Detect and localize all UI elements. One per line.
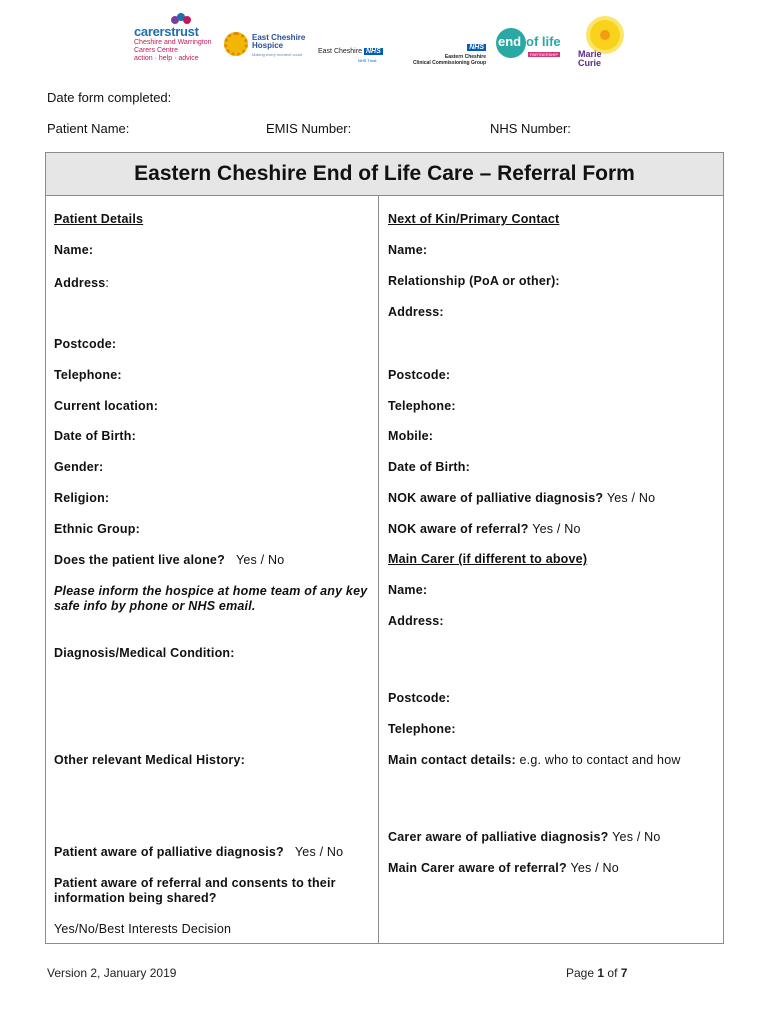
- carers-flower-icon: [170, 12, 192, 26]
- form-title: Eastern Cheshire End of Life Care – Referral Form: [46, 153, 723, 196]
- east-cheshire-hospice-logo: [224, 32, 310, 62]
- nok-aware-diagnosis-label: NOK aware of palliative diagnosis?: [388, 491, 604, 505]
- carers-trust-sub: Cheshire and Warrington Carers Centre: [134, 39, 212, 54]
- carer-telephone-field[interactable]: Telephone:: [388, 722, 456, 736]
- trust-sub: NHS Trust: [358, 58, 377, 63]
- eol-partnership: PARTNERSHIP: [530, 52, 559, 57]
- marie-curie-line2: Curie: [578, 58, 602, 68]
- ethnic-group-field[interactable]: Ethnic Group:: [54, 522, 140, 536]
- main-contact-details-label: Main contact details:: [388, 753, 516, 767]
- patient-name-label: Patient Name:: [47, 121, 130, 136]
- patient-aware-referral-label: Patient aware of referral and consents to their information being shared?: [54, 876, 336, 905]
- carers-trust-logo: [134, 24, 214, 63]
- main-carer-heading: Main Carer (if different to above): [388, 552, 588, 566]
- emis-number-label: EMIS Number:: [266, 121, 352, 136]
- lives-alone-field[interactable]: [54, 553, 284, 567]
- carer-aware-diagnosis-field[interactable]: [388, 830, 661, 844]
- carer-aware-referral-options[interactable]: Yes / No: [570, 861, 619, 875]
- key-safe-note: Please inform the hospice at home team of any key safe info by phone or NHS email.: [54, 584, 368, 613]
- nok-postcode-field[interactable]: Postcode:: [388, 368, 451, 382]
- sunflower-icon: [224, 32, 248, 56]
- ccg-logo: [406, 36, 486, 66]
- carer-postcode-field[interactable]: Postcode:: [388, 691, 451, 705]
- nok-aware-diagnosis-field[interactable]: [388, 491, 655, 505]
- current-location-field[interactable]: Current location:: [54, 399, 159, 413]
- patient-aware-diagnosis-options[interactable]: Yes / No: [294, 845, 344, 859]
- version-footer: Version 2, January 2019: [47, 966, 177, 980]
- hospice-tagline: Making every moment count: [252, 52, 303, 57]
- patient-telephone-field[interactable]: Telephone:: [54, 368, 122, 382]
- gender-field[interactable]: Gender:: [54, 460, 104, 474]
- ccg-line1: Eastern Cheshire: [444, 54, 486, 60]
- carer-aware-diagnosis-options[interactable]: Yes / No: [612, 830, 661, 844]
- carer-aware-diagnosis-label: Carer aware of palliative diagnosis?: [388, 830, 609, 844]
- patient-aware-diagnosis-field[interactable]: [54, 845, 343, 859]
- lives-alone-label: Does the patient live alone?: [54, 553, 225, 567]
- patient-aware-diagnosis-label: Patient aware of palliative diagnosis?: [54, 845, 284, 859]
- nok-aware-referral-options[interactable]: Yes / No: [532, 522, 581, 536]
- hospice-line1: East Cheshire: [252, 33, 306, 42]
- carers-trust-name: carerstrust: [134, 24, 199, 39]
- patient-address-label: Address: [54, 276, 106, 290]
- east-cheshire-nhs-trust-logo: [318, 40, 388, 63]
- page-number: Page 1 of 7: [566, 966, 628, 980]
- eol-of-life: of life: [526, 34, 561, 49]
- carer-name-field[interactable]: Name:: [388, 583, 428, 597]
- nok-telephone-field[interactable]: Telephone:: [388, 399, 456, 413]
- patient-dob-field[interactable]: Date of Birth:: [54, 429, 136, 443]
- nok-aware-referral-field[interactable]: [388, 522, 581, 536]
- patient-name-field[interactable]: Name:: [54, 243, 94, 257]
- ccg-line2: Clinical Commissioning Group: [412, 60, 486, 66]
- nok-address-field[interactable]: Address:: [388, 305, 444, 319]
- nhs-number-label: NHS Number:: [490, 121, 571, 136]
- patient-address-field[interactable]: [54, 276, 109, 290]
- religion-field[interactable]: Religion:: [54, 491, 110, 505]
- hospice-line2: Hospice: [252, 41, 284, 50]
- end-of-life-partnership-logo: [496, 28, 566, 62]
- nok-relationship-field[interactable]: Relationship (PoA or other):: [388, 274, 560, 288]
- nok-aware-diagnosis-options[interactable]: Yes / No: [606, 491, 656, 505]
- nok-mobile-field[interactable]: Mobile:: [388, 429, 434, 443]
- carer-aware-referral-field[interactable]: [388, 861, 619, 875]
- medical-history-field[interactable]: Other relevant Medical History:: [54, 753, 245, 767]
- nok-name-field[interactable]: Name:: [388, 243, 428, 257]
- eol-end: end: [498, 34, 522, 49]
- patient-address-colon: :: [105, 276, 110, 290]
- nok-aware-referral-label: NOK aware of referral?: [388, 522, 529, 536]
- referral-form: [45, 152, 724, 944]
- partner-logos: [130, 18, 650, 74]
- carer-aware-referral-label: Main Carer aware of referral?: [388, 861, 567, 875]
- carer-address-field[interactable]: Address:: [388, 614, 444, 628]
- date-form-completed-label: Date form completed:: [47, 90, 172, 105]
- marie-curie-line1: Marie: [578, 49, 602, 59]
- main-contact-details-field[interactable]: [388, 753, 681, 767]
- column-divider: [378, 196, 379, 943]
- page-total: 7: [620, 966, 628, 980]
- nhs-badge: NHS: [365, 48, 381, 55]
- trust-name: East Cheshire: [318, 48, 362, 55]
- page-current: 1: [597, 966, 605, 980]
- diagnosis-field[interactable]: Diagnosis/Medical Condition:: [54, 646, 235, 660]
- ccg-nhs-badge: NHS: [469, 44, 484, 51]
- patient-aware-referral-options[interactable]: Yes/No/Best Interests Decision: [54, 922, 232, 936]
- patient-details-heading: Patient Details: [54, 212, 144, 226]
- next-of-kin-heading: Next of Kin/Primary Contact: [388, 212, 560, 226]
- nok-dob-field[interactable]: Date of Birth:: [388, 460, 470, 474]
- lives-alone-options[interactable]: Yes / No: [235, 553, 285, 567]
- main-contact-details-hint: e.g. who to contact and how: [519, 753, 681, 767]
- patient-postcode-field[interactable]: Postcode:: [54, 337, 117, 351]
- marie-curie-logo: [574, 18, 636, 74]
- carers-trust-tagline: action · help · advice: [134, 55, 199, 62]
